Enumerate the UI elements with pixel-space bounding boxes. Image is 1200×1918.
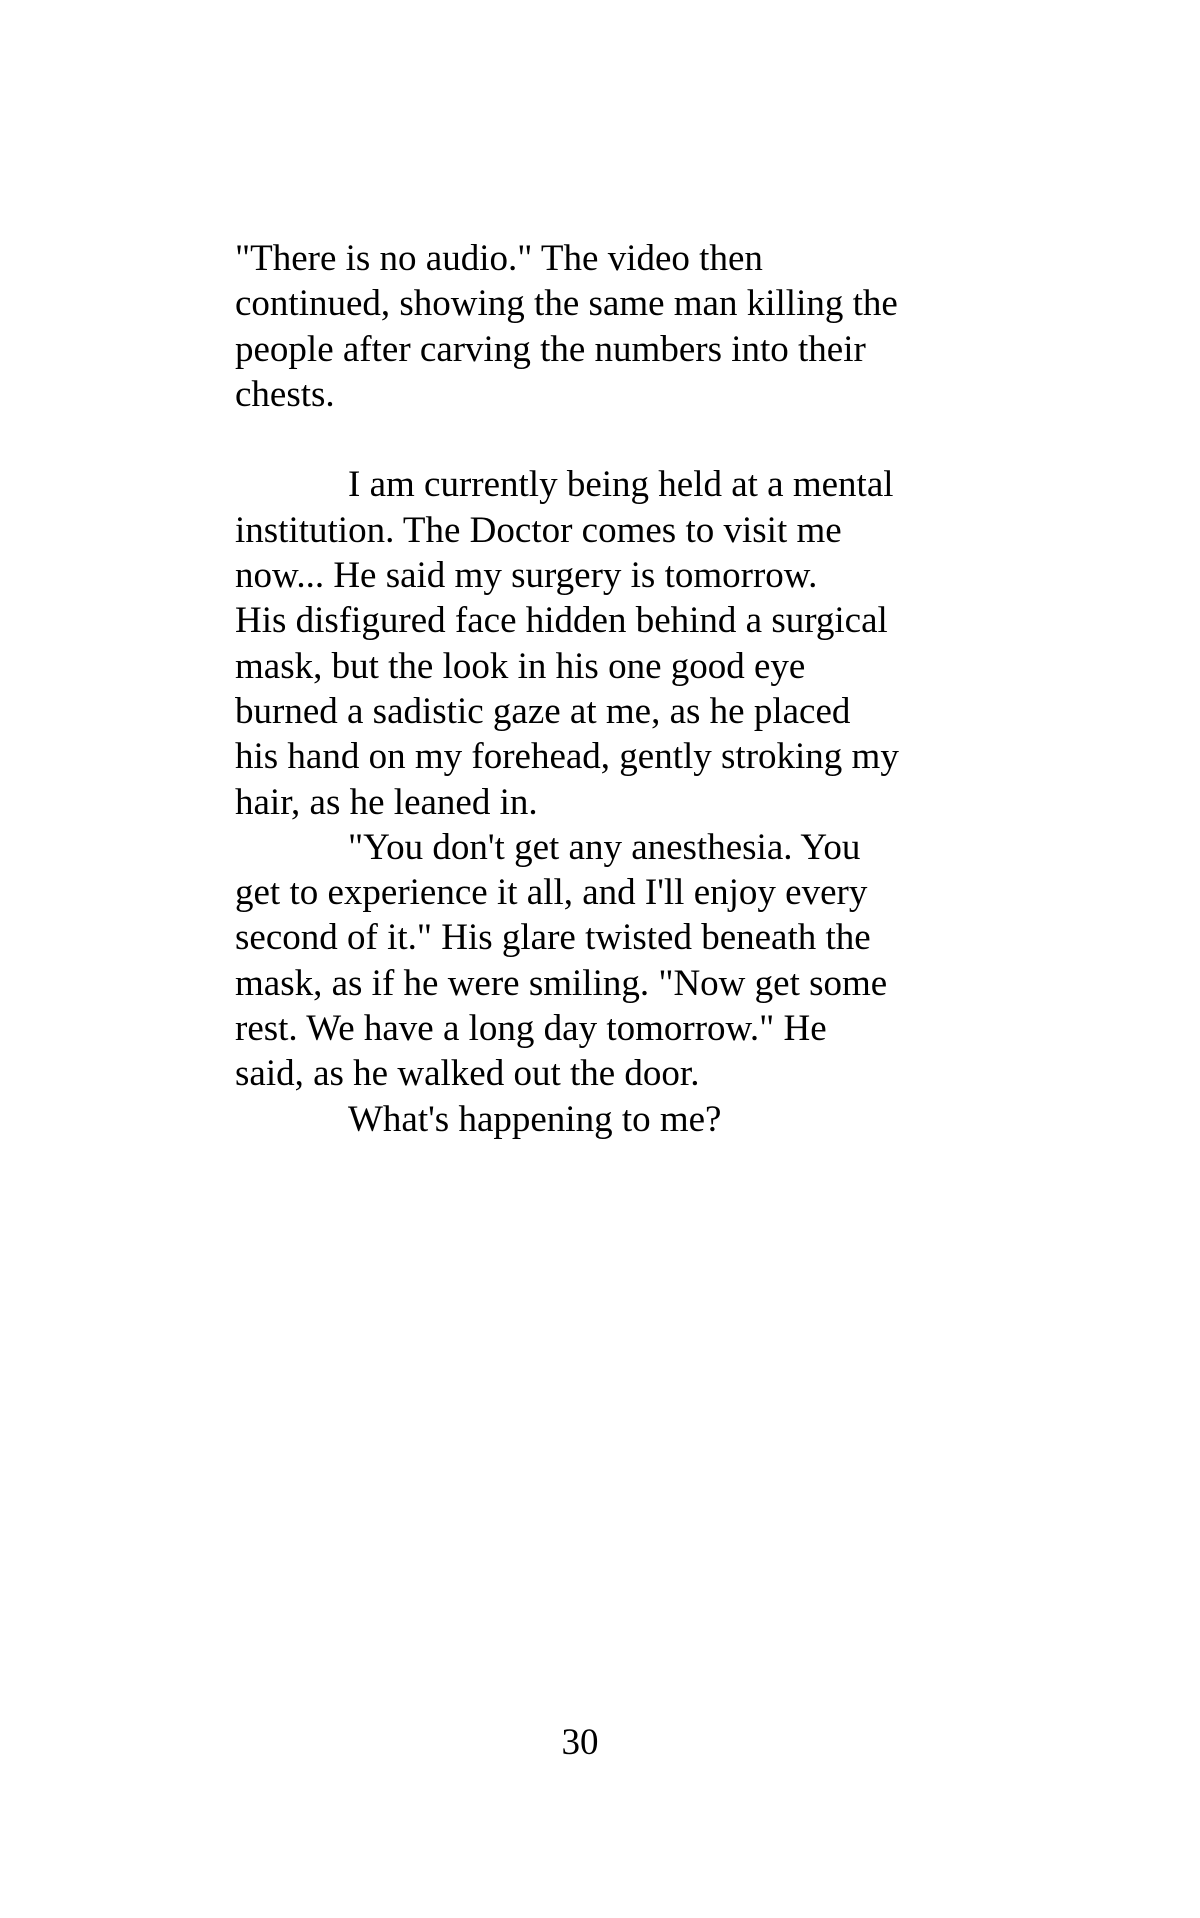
text-line: mask, as if he were smiling. "Now get some [235,962,888,1004]
paragraph-3 [235,825,955,1097]
body-text [235,236,955,1142]
text-line: rest. We have a long day tomorrow." He [235,1008,827,1050]
text-line: chests. [235,373,335,415]
paragraph-4 [235,1097,955,1142]
text-line: What's happening to me? [348,1098,722,1140]
text-line: now... He said my surgery is tomorrow. [235,555,818,597]
text-line: institution. The Doctor comes to visit me [235,509,842,551]
text-line: people after carving the numbers into their [235,328,866,370]
text-line: his hand on my forehead, gently stroking my [235,736,899,778]
text-line: said, as he walked out the door. [235,1053,700,1095]
text-line: "There is no audio." The video then [235,238,763,279]
text-line: continued, showing the same man killing the [235,283,898,325]
paragraph-gap [235,417,955,462]
paragraph-1 [235,236,955,417]
text-line: get to experience it all, and I'll enjoy every [235,872,868,914]
text-line: burned a sadistic gaze at me, as he placed [235,690,851,732]
paragraph-2 [235,462,955,824]
text-line: hair, as he leaned in. [235,781,538,823]
text-line: I am currently being held at a mental [348,464,894,506]
page-number: 30 [561,1722,599,1763]
text-line: "You don't get any anesthesia. You [348,826,861,868]
text-line: mask, but the look in his one good eye [235,645,806,687]
text-line: second of it." His glare twisted beneath the [235,917,871,959]
text-line: His disfigured face hidden behind a surgical [235,600,888,642]
